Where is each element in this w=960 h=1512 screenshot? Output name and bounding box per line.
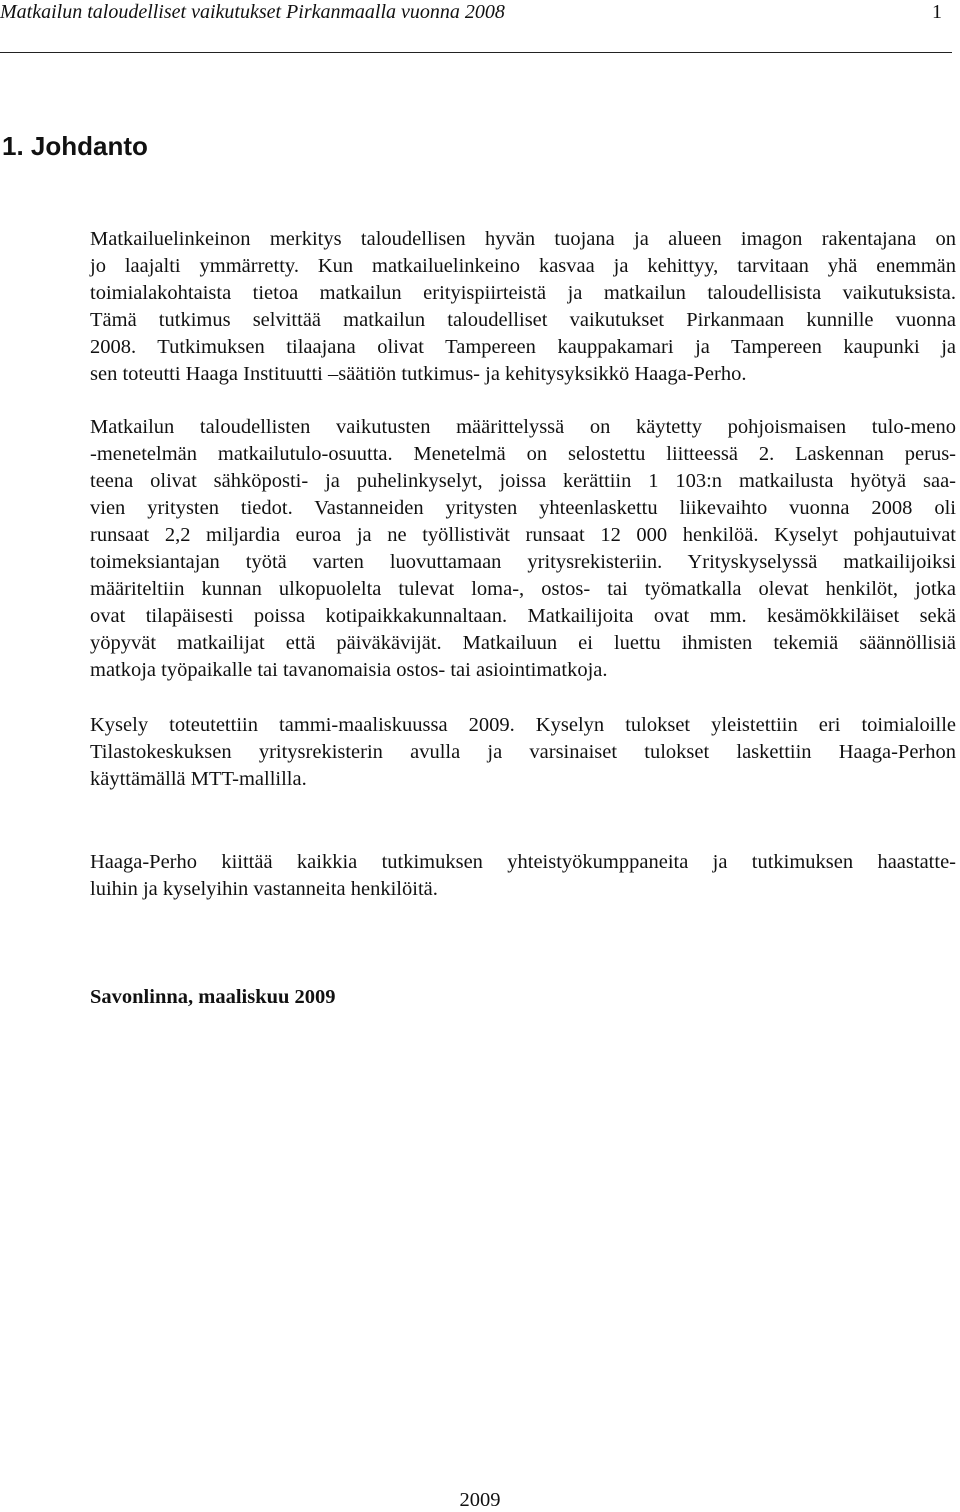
document-title: Matkailun taloudelliset vaikutukset Pirkanmaalla vuonna 2008 [0,1,505,23]
page-header [0,0,952,53]
page-number: 1 [932,1,942,23]
paragraph-line: toimeksiantajan työtä varten luovuttamaan yritysrekisteriin. Yrityskyselyssä matkailijoiksi [90,551,956,573]
paragraph-line: runsaat 2,2 miljardia euroa ja ne työllistivät runsaat 12 000 henkilöä. Kyselyt pohjautuivat [90,524,956,546]
paragraph-line: määriteltiin kunnan ulkopuolelta tulevat loma-, ostos- tai työmatkalla olevat henkilöt, jotka [90,578,956,600]
place-and-date: Savonlinna, maaliskuu 2009 [90,986,336,1008]
paragraph-line: yöpyvät matkailijat että päiväkävijät. Matkailuun ei luettu ihmisten tekemiä säännöllisiä [90,632,956,654]
paragraph-line: toimialakohtaista tietoa matkailun erityispiirteistä ja matkailun taloudellisista vaikutuksista. [90,282,956,304]
paragraph-line: Tilastokeskuksen yritysrekisterin avulla ja varsinaiset tulokset laskettiin Haaga-Perhon [90,741,956,763]
footer-year: 2009 [459,1489,501,1511]
paragraph-line: 2008. Tutkimuksen tilaajana olivat Tampereen kauppakamari ja Tampereen kaupunki ja [90,336,956,358]
paragraph-line: matkoja työpaikalle tai tavanomaisia ostos- tai asiointimatkoja. [90,659,608,681]
paragraph-line: sen toteutti Haaga Instituutti –säätiön tutkimus- ja kehitysyksikkö Haaga-Perho. [90,363,747,385]
paragraph-line: jo laajalti ymmärretty. Kun matkailuelinkeino kasvaa ja kehittyy, tarvitaan yhä enemmän [90,255,956,277]
section-heading: 1. Johdanto [2,131,148,161]
paragraph-line: vien yritysten tiedot. Vastanneiden yritysten yhteenlaskettu liikevaihto vuonna 2008 oli [90,497,956,519]
paragraph-line: ovat tilapäisesti poissa kotipaikkakunnaltaan. Matkailijoita ovat mm. kesämökkiläiset sekä [90,605,956,627]
paragraph-line: Matkailuelinkeinon merkitys taloudellisen hyvän tuojana ja alueen imagon rakentajana on [90,228,956,250]
paragraph-line: teena olivat sähköposti- ja puhelinkyselyt, joissa kerättiin 1 103:n matkailusta hyötyä saa- [90,470,956,492]
paragraph-line: Tämä tutkimus selvittää matkailun taloudelliset vaikutukset Pirkanmaan kunnille vuonna [90,309,956,331]
paragraph-line: -menetelmän matkailutulo-osuutta. Menetelmä on selostettu liitteessä 2. Laskennan perus- [90,443,956,465]
paragraph-line: Matkailun taloudellisten vaikutusten määrittelyssä on käytetty pohjoismaisen tulo-meno [90,416,956,438]
paragraph-line: luihin ja kyselyihin vastanneita henkilöitä. [90,878,438,900]
paragraph-line: Haaga-Perho kiittää kaikkia tutkimuksen yhteistyökumppaneita ja tutkimuksen haastatte- [90,851,956,873]
paragraph-line: käyttämällä MTT-mallilla. [90,768,307,790]
paragraph-line: Kysely toteutettiin tammi-maaliskuussa 2009. Kyselyn tulokset yleistettiin eri toimialoille [90,714,956,736]
